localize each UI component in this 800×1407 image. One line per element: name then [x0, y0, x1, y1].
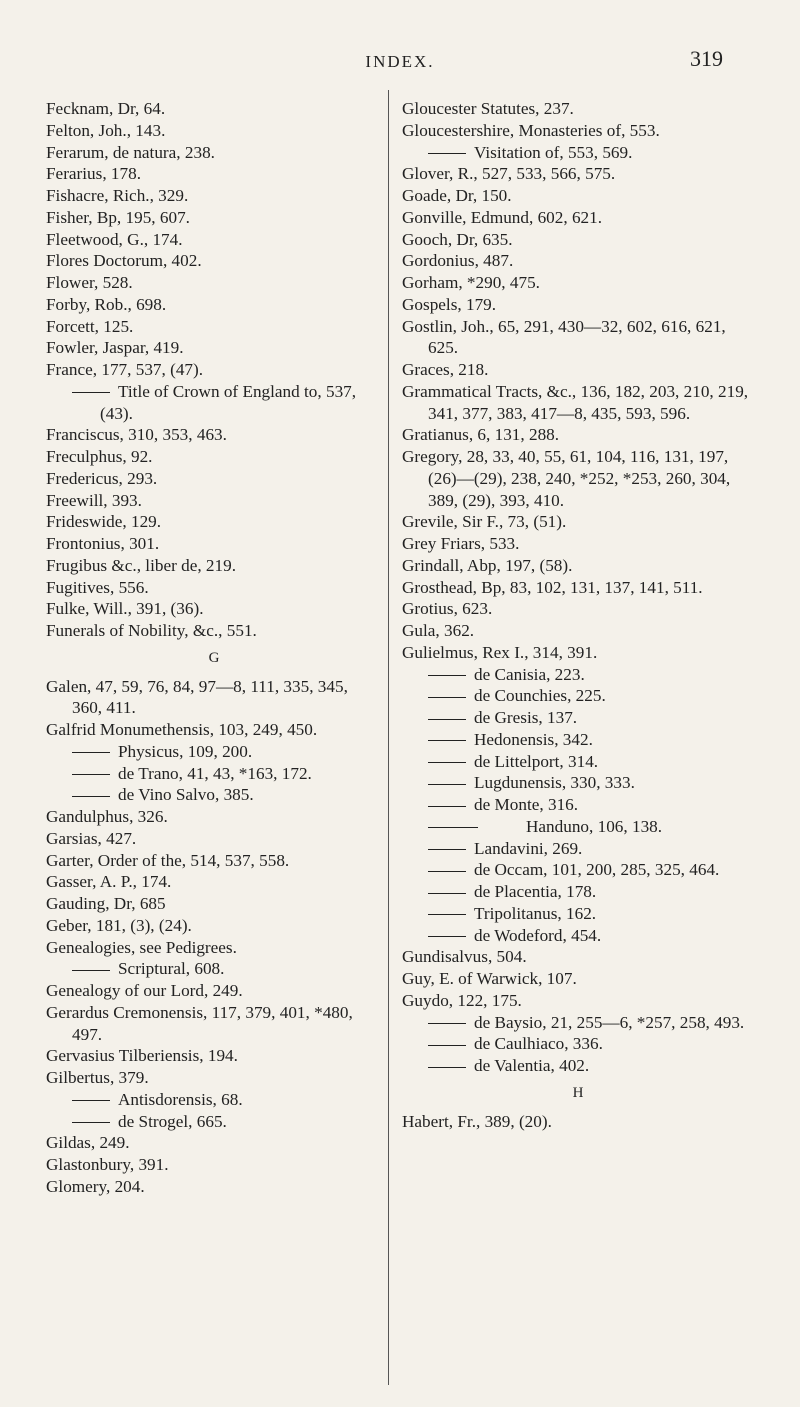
ditto-dash [428, 849, 466, 850]
entry-text: Flower, 528. [46, 273, 133, 292]
entry-text: Gasser, A. P., 174. [46, 872, 172, 892]
index-entry [402, 620, 754, 642]
ditto-dash [428, 675, 466, 676]
entry-text: Grevile, Sir F., 73, (51). [402, 512, 567, 532]
index-entry [46, 806, 382, 828]
index-entry [46, 294, 382, 316]
index-entry [402, 555, 754, 577]
entry-text: Ferarum, de natura, 238. [46, 142, 215, 162]
entry-text: Fleetwood, G., 174. [46, 229, 183, 249]
index-entry [46, 207, 382, 229]
ditto-dash [72, 752, 110, 753]
index-entry [402, 1111, 754, 1133]
entry-text: Gospels, 179. [402, 294, 497, 314]
ditto-dash [72, 392, 110, 393]
index-subentry [402, 1033, 754, 1055]
entry-text: Grey Friars, 533. [402, 534, 520, 553]
ditto-dash [428, 827, 478, 828]
entry-text: Guy, E. of Warwick, 107. [402, 969, 577, 988]
entry-text: Garter, Order of the, 514, 537, 558. [46, 850, 290, 870]
index-entry [402, 163, 754, 185]
index-entry [46, 1045, 382, 1067]
entry-text: Garsias, 427. [46, 828, 137, 848]
index-entry [46, 337, 382, 359]
index-entry [402, 511, 754, 533]
index-subentry [402, 685, 754, 707]
section-letter: G [208, 649, 220, 666]
ditto-dash [428, 1045, 466, 1046]
index-subentry [46, 1111, 382, 1133]
entry-text: Goade, Dr, 150. [402, 186, 512, 205]
column-divider [388, 90, 389, 1385]
entry-text: Handuno, 106, 138. [526, 816, 663, 836]
entry-text: Forby, Rob., 698. [46, 294, 167, 314]
index-entry [402, 185, 754, 207]
index-subentry [402, 772, 754, 794]
entry-text: de Caulhiaco, 336. [474, 1034, 603, 1054]
ditto-dash [72, 796, 110, 797]
index-entry [46, 871, 382, 893]
entry-text: Title of Crown of England to, 537, (43). [100, 381, 357, 423]
entry-text: Fugitives, 556. [46, 577, 149, 597]
index-entry [46, 915, 382, 937]
entry-text: de Vino Salvo, 385. [118, 785, 254, 805]
index-subentry [402, 859, 754, 881]
index-entry [46, 850, 382, 872]
index-entry [46, 229, 382, 251]
entry-text: Gildas, 249. [46, 1133, 130, 1153]
entry-text: Genealogies, see Pedigrees. [46, 937, 237, 957]
index-entry [402, 968, 754, 990]
entry-text: Gandulphus, 326. [46, 807, 168, 826]
entry-text: Funerals of Nobility, &c., 551. [46, 621, 257, 640]
entry-text: de Gresis, 137. [474, 708, 578, 727]
index-entry [402, 990, 754, 1012]
ditto-dash [428, 871, 466, 872]
entry-text: Geber, 181, (3), (24). [46, 915, 192, 935]
index-entry [402, 250, 754, 272]
section-letter: H [572, 1084, 584, 1101]
index-entry [46, 828, 382, 850]
index-entry [402, 533, 754, 555]
entry-text: Glastonbury, 391. [46, 1155, 169, 1174]
entry-text: Fisher, Bp, 195, 607. [46, 207, 190, 227]
entry-text: de Placentia, 178. [474, 882, 597, 901]
index-subentry [46, 958, 382, 980]
index-entry [46, 1154, 382, 1176]
index-subentry [402, 707, 754, 729]
entry-text: Fowler, Jaspar, 419. [46, 338, 184, 358]
entry-text: de Valentia, 402. [474, 1056, 590, 1075]
index-entry [46, 937, 382, 959]
index-entry [46, 490, 382, 512]
entry-text: Antisdorensis, 68. [118, 1089, 243, 1109]
entry-text: Graces, 218. [402, 360, 489, 379]
entry-text: Gooch, Dr, 635. [402, 229, 513, 249]
index-entry [402, 98, 754, 120]
index-entry [402, 120, 754, 142]
index-subentry [402, 729, 754, 751]
index-entry [46, 1067, 382, 1089]
index-entry [402, 642, 754, 664]
index-entry [402, 446, 754, 511]
entry-text: Franciscus, 310, 353, 463. [46, 425, 227, 445]
index-subentry [46, 1089, 382, 1111]
entry-text: Frontonius, 301. [46, 534, 160, 553]
entry-text: Gundisalvus, 504. [402, 947, 527, 967]
index-subentry [402, 1012, 754, 1034]
index-entry [46, 98, 382, 120]
index-entry [46, 163, 382, 185]
index-entry [402, 207, 754, 229]
entry-text: de Trano, 41, 43, *163, 172. [118, 763, 312, 783]
index-subentry [46, 784, 382, 806]
entry-text: Scriptural, 608. [118, 959, 225, 979]
ditto-dash [428, 936, 466, 937]
ditto-dash [428, 740, 466, 741]
index-entry [46, 511, 382, 533]
entry-text: Gulielmus, Rex I., 314, 391. [402, 642, 598, 662]
ditto-dash [428, 697, 466, 698]
entry-text: Ferarius, 178. [46, 164, 141, 184]
ditto-dash [72, 1100, 110, 1101]
index-entry [46, 468, 382, 490]
index-subentry [402, 751, 754, 773]
index-entry [46, 980, 382, 1002]
index-entry [402, 359, 754, 381]
ditto-dash [428, 1067, 466, 1068]
index-entry [46, 446, 382, 468]
entry-text: Grindall, Abp, 197, (58). [402, 555, 573, 575]
index-entry [46, 598, 382, 620]
index-entry [402, 946, 754, 968]
entry-text: Forcett, 125. [46, 316, 134, 336]
entry-text: Glover, R., 527, 533, 566, 575. [402, 164, 616, 184]
ditto-dash [428, 719, 466, 720]
index-entry [46, 359, 382, 381]
index-entry [46, 142, 382, 164]
index-entry [402, 381, 754, 425]
index-entry [46, 250, 382, 272]
entry-text: Fulke, Will., 391, (36). [46, 599, 204, 619]
index-entry [46, 676, 382, 720]
index-entry [46, 1002, 382, 1046]
index-subentry [46, 741, 382, 763]
index-entry [46, 316, 382, 338]
index-entry [46, 185, 382, 207]
index-entry [402, 229, 754, 251]
entry-text: Felton, Joh., 143. [46, 120, 166, 140]
entry-text: Visitation of, 553, 569. [474, 142, 633, 162]
entry-text: Grosthead, Bp, 83, 102, 131, 137, 141, 511. [402, 577, 703, 597]
entry-text: Tripolitanus, 162. [474, 903, 597, 923]
entry-text: Galfrid Monumethensis, 103, 249, 450. [46, 720, 318, 739]
entry-text: Gonville, Edmund, 602, 621. [402, 207, 603, 227]
entry-text: Gloucester Statutes, 237. [402, 99, 574, 118]
index-subentry [402, 816, 754, 838]
entry-text: Gauding, Dr, 685 [46, 894, 166, 913]
index-subentry [402, 838, 754, 860]
index-subentry [402, 903, 754, 925]
entry-text: Gula, 362. [402, 621, 475, 640]
entry-text: Flores Doctorum, 402. [46, 251, 202, 271]
index-entry [46, 577, 382, 599]
entry-text: de Counchies, 225. [474, 686, 606, 706]
index-entry [46, 272, 382, 294]
ditto-dash [72, 774, 110, 775]
index-entry [46, 424, 382, 446]
page-number: 319 [690, 46, 723, 71]
index-subentry [402, 664, 754, 686]
entry-text: Landavini, 269. [474, 838, 583, 858]
entry-text: Gratianus, 6, 131, 288. [402, 425, 560, 445]
index-subentry [402, 794, 754, 816]
entry-text: Grammatical Tracts, &c., 136, 182, 203, 210, 219, 341, 377, 383, 417—8, 435, 593, 596. [402, 381, 749, 423]
index-subentry [402, 881, 754, 903]
entry-text: de Strogel, 665. [118, 1111, 227, 1131]
entry-text: Fishacre, Rich., 329. [46, 186, 189, 205]
entry-text: Glomery, 204. [46, 1176, 145, 1196]
entry-text: de Littelport, 314. [474, 751, 599, 771]
entry-text: Frideswide, 129. [46, 512, 162, 532]
entry-text: Gloucestershire, Monasteries of, 553. [402, 120, 660, 140]
entry-text: de Wodeford, 454. [474, 925, 602, 945]
index-entry [46, 893, 382, 915]
index-entry [46, 719, 382, 741]
entry-text: Genealogy of our Lord, 249. [46, 981, 243, 1000]
entry-text: Galen, 47, 59, 76, 84, 97—8, 111, 335, 345, 360, 411. [46, 676, 348, 718]
index-entry [46, 620, 382, 642]
entry-text: Gostlin, Joh., 65, 291, 430—32, 602, 616, 621, 625. [402, 316, 726, 358]
entry-text: Gordonius, 487. [402, 251, 514, 271]
entry-text: Fecknam, Dr, 64. [46, 99, 166, 118]
entry-text: de Monte, 316. [474, 795, 579, 814]
index-entry [402, 272, 754, 294]
index-subentry [402, 142, 754, 164]
index-entry [46, 120, 382, 142]
index-entry [402, 424, 754, 446]
ditto-dash [428, 784, 466, 785]
index-subentry [46, 381, 382, 425]
entry-text: France, 177, 537, (47). [46, 360, 204, 379]
ditto-dash [72, 970, 110, 971]
entry-text: Gregory, 28, 33, 40, 55, 61, 104, 116, 131, 197, (26)—(29), 238, 240, *252, *253, 260, 304, 389, (29), 393, 410. [402, 447, 731, 510]
entry-text: Hedonensis, 342. [474, 729, 593, 749]
ditto-dash [428, 1023, 466, 1024]
index-subentry [402, 925, 754, 947]
entry-text: Frugibus &c., liber de, 219. [46, 555, 236, 575]
index-column-right [402, 98, 754, 1132]
entry-text: de Canisia, 223. [474, 664, 585, 684]
entry-text: Freewill, 393. [46, 490, 142, 510]
index-entry [46, 1132, 382, 1154]
index-entry [402, 294, 754, 316]
entry-text: Gilbertus, 379. [46, 1068, 149, 1087]
index-entry [46, 533, 382, 555]
ditto-dash [428, 914, 466, 915]
entry-text: Freculphus, 92. [46, 447, 153, 466]
index-subentry [402, 1055, 754, 1077]
index-entry [46, 555, 382, 577]
ditto-dash [428, 153, 466, 154]
entry-text: Habert, Fr., 389, (20). [402, 1111, 552, 1131]
entry-text: de Baysio, 21, 255—6, *257, 258, 493. [474, 1012, 745, 1032]
entry-text: Gorham, *290, 475. [402, 273, 540, 292]
index-column-left [46, 98, 382, 1198]
ditto-dash [428, 806, 466, 807]
entry-text: Physicus, 109, 200. [118, 741, 253, 761]
entry-text: Guydo, 122, 175. [402, 990, 522, 1010]
entry-text: Gerardus Cremonensis, 117, 379, 401, *480, 497. [46, 1002, 353, 1044]
page-header-title: INDEX. [365, 52, 435, 71]
entry-text: Fredericus, 293. [46, 468, 158, 488]
ditto-dash [428, 893, 466, 894]
ditto-dash [428, 762, 466, 763]
entry-text: Lugdunensis, 330, 333. [474, 773, 635, 793]
entry-text: de Occam, 101, 200, 285, 325, 464. [474, 860, 720, 880]
entry-text: Gervasius Tilberiensis, 194. [46, 1046, 238, 1066]
index-entry [402, 316, 754, 360]
ditto-dash [72, 1122, 110, 1123]
index-entry [402, 598, 754, 620]
index-entry [402, 577, 754, 599]
index-subentry [46, 763, 382, 785]
entry-text: Grotius, 623. [402, 599, 493, 619]
index-entry [46, 1176, 382, 1198]
